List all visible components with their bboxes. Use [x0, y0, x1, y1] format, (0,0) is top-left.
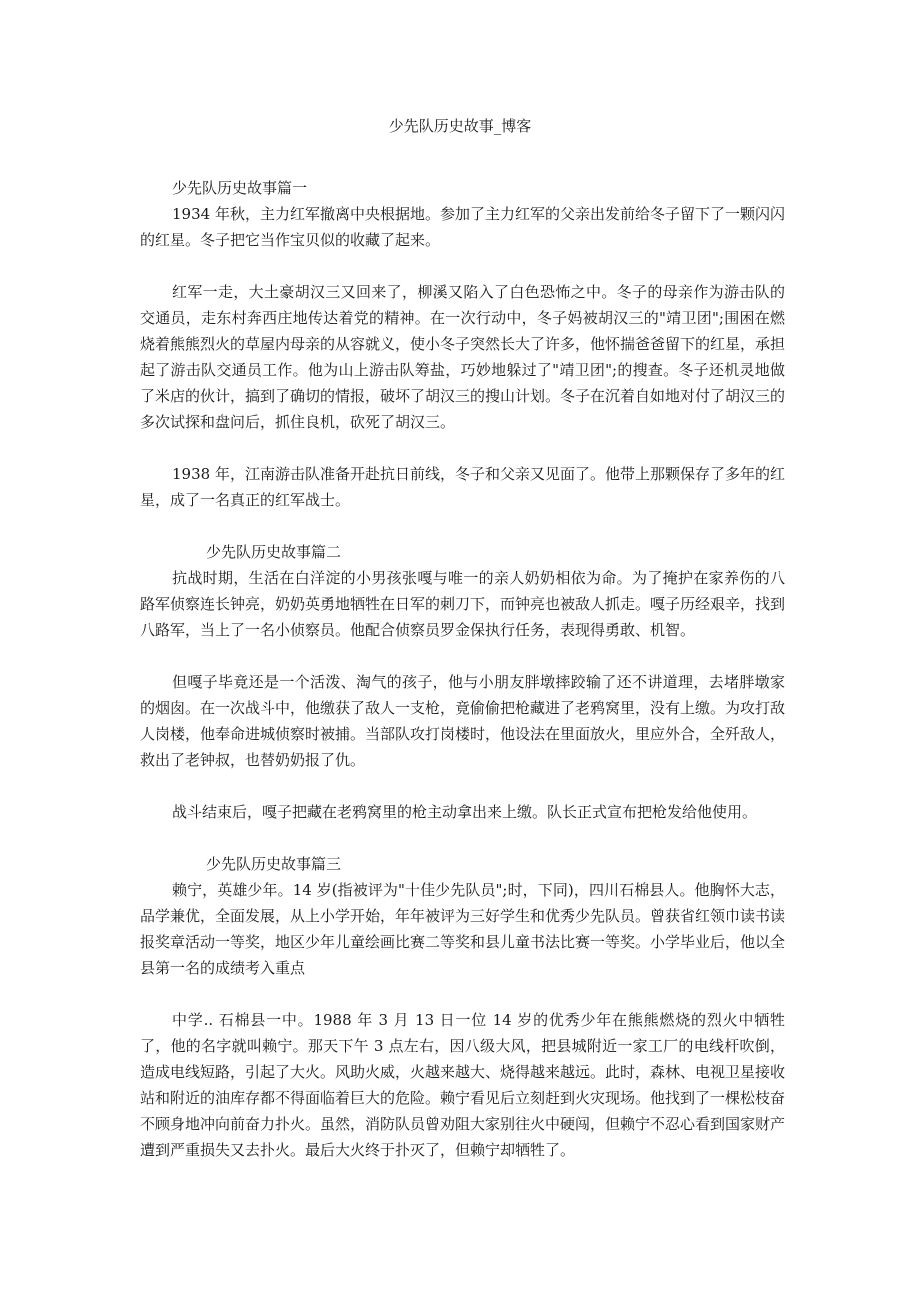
- paragraph: 赖宁，英雄少年。14 岁(指被评为"十佳少先队员";时，下同)，四川石棉县人。他胸怀大志，品学兼优，全面发展，从上小学开始，年年被评为三好学生和优秀少先队员。曾获省红领巾读书读报奖章活动一等奖，地区少年儿童绘画比赛二等奖和县儿童书法比赛一等奖。小学毕业后，他以全县第一名的成绩考入重点: [140, 881, 786, 977]
- section-1: [140, 175, 785, 513]
- paragraph: 1934 年秋，主力红军撤离中央根据地。参加了主力红军的父亲出发前给冬子留下了一颗闪闪的红星。冬子把它当作宝贝似的收藏了起来。: [140, 205, 785, 249]
- section-heading: 少先队历史故事篇一: [172, 179, 308, 197]
- paragraph: 但嘎子毕竟还是一个活泼、淘气的孩子，他与小朋友胖墩摔跤输了还不讲道理，去堵胖墩家的烟囱。在一次战斗中，他缴获了敌人一支枪，竟偷偷把枪藏进了老鸦窝里，没有上缴。为攻打敌人岗楼，他奉命进城侦察时被捕。当部队攻打岗楼时，他设法在里面放火，里应外合，全歼敌人，救出了老钟叔，也替奶奶报了仇。: [140, 673, 786, 769]
- paragraph: 抗战时期，生活在白洋淀的小男孩张嘎与唯一的亲人奶奶相依为命。为了掩护在家养伤的八路军侦察连长钟亮，奶奶英勇地牺牲在日军的刺刀下，而钟亮也被敌人抓走。嘎子历经艰辛，找到八路军，当上了一名小侦察员。他配合侦察员罗金保执行任务，表现得勇敢、机智。: [140, 569, 786, 639]
- section-heading: 少先队历史故事篇二: [206, 543, 342, 561]
- paragraph: 中学.. 石棉县一中。1988 年 3 月 13 日一位 14 岁的优秀少年在熊熊燃烧的烈火中牺牲了，他的名字就叫赖宁。那天下午 3 点左右，因八级大风，把县城附近一家工厂的电线杆吹倒，造成电线短路，引起了大火。风助火威，火越来越大、烧得越来越远。此时，森林、电视卫星接收站和附近的油库存都不得面临着巨大的危险。赖宁看见后立刻赶到火灾现场。他找到了一棵松枝奋不顾身地冲向前奋力扑火。虽然，消防队员曾劝阻大家别往火中硬闯，但赖宁不忍心看到国家财产遭到严重损失又去扑火。最后大火终于扑灭了，但赖宁却牺牲了。: [140, 1011, 786, 1159]
- paragraph: 战斗结束后，嘎子把藏在老鸦窝里的枪主动拿出来上缴。队长正式宣布把枪发给他使用。: [172, 803, 758, 821]
- document-body: [140, 175, 785, 1163]
- paragraph: 1938 年，江南游击队准备开赴抗日前线，冬子和父亲又见面了。他带上那颗保存了多年的红星，成了一名真正的红军战士。: [140, 465, 785, 509]
- paragraph: 红军一走，大土豪胡汉三又回来了，柳溪又陷入了白色恐怖之中。冬子的母亲作为游击队的交通员，走东村奔西庄地传达着党的精神。在一次行动中，冬子妈被胡汉三的"靖卫团";围困在燃烧着熊熊烈火的草屋内母亲的从容就义，使小冬子突然长大了许多，他怀揣爸爸留下的红星，承担起了游击队交通员工作。他为山上游击队筹盐，巧妙地躲过了"靖卫团";的搜查。冬子还机灵地做了米店的伙计，搞到了确切的情报，破坏了胡汉三的搜山计划。冬子在沉着自如地对付了胡汉三的多次试探和盘问后，抓住良机，砍死了胡汉三。: [140, 283, 786, 431]
- section-3: [140, 851, 785, 1163]
- section-heading: 少先队历史故事篇三: [206, 855, 342, 873]
- section-2: [140, 539, 785, 825]
- document-title: 少先队历史故事_博客: [388, 117, 532, 135]
